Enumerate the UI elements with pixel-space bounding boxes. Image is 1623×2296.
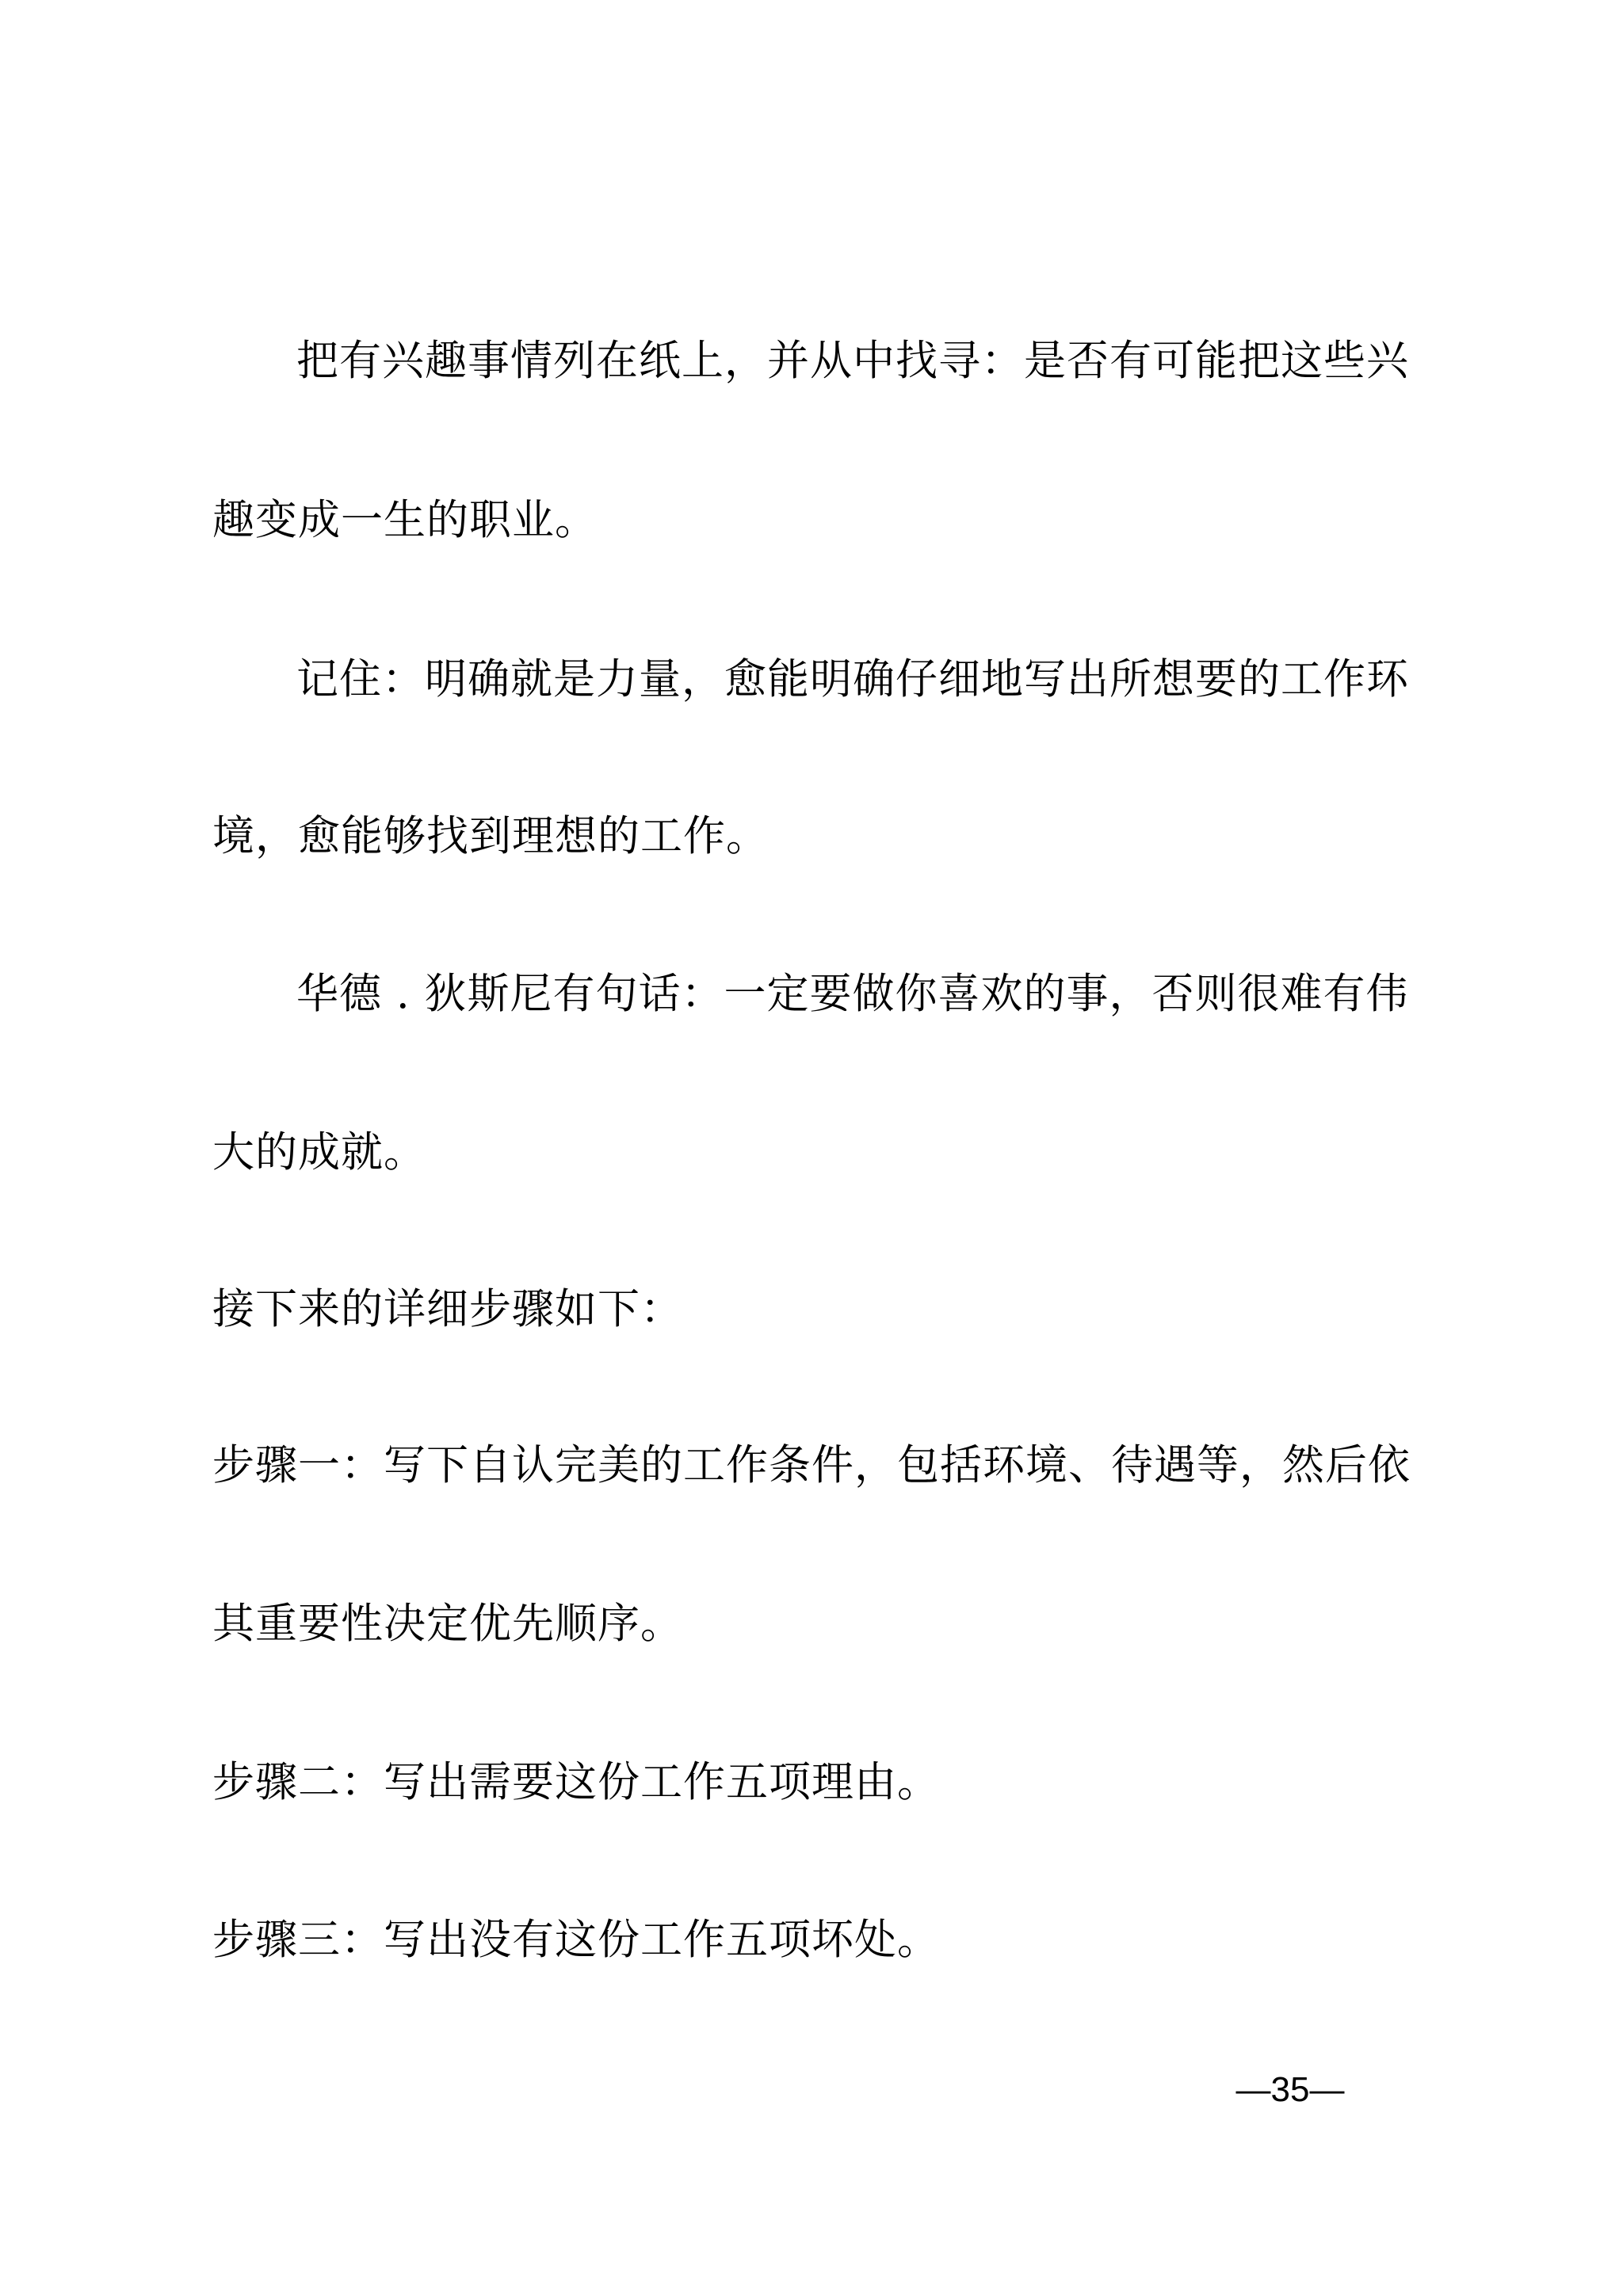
paragraph-line: 境，愈能够找到理想的工作。 — [212, 812, 769, 860]
paragraph-line: 趣变成一生的职业。 — [212, 496, 598, 544]
paragraph-line: 步骤三：写出没有这份工作五项坏处。 — [212, 1916, 940, 1964]
page-number: —35— — [1235, 2070, 1345, 2109]
paragraph-line: 其重要性决定优先顺序。 — [212, 1600, 683, 1648]
paragraph-line: 步骤一：写下自认完美的工作条件，包括环境、待遇等，然后依 — [212, 1441, 1411, 1489]
paragraph-line: 大的成就。 — [212, 1128, 426, 1177]
paragraph-line: 华德 . 狄斯尼有句话：一定要做你喜欢的事，否则很难有伟 — [296, 970, 1409, 1018]
paragraph-line: 步骤二：写出需要这份工作五项理由。 — [212, 1758, 940, 1806]
paragraph-line: 把有兴趣事情列在纸上，并从中找寻：是否有可能把这些兴 — [296, 337, 1409, 385]
paragraph-line: 接下来的详细步骤如下： — [212, 1285, 683, 1333]
paragraph-line: 记住：明确就是力量，愈能明确仔细地写出所想要的工作环 — [296, 655, 1409, 704]
